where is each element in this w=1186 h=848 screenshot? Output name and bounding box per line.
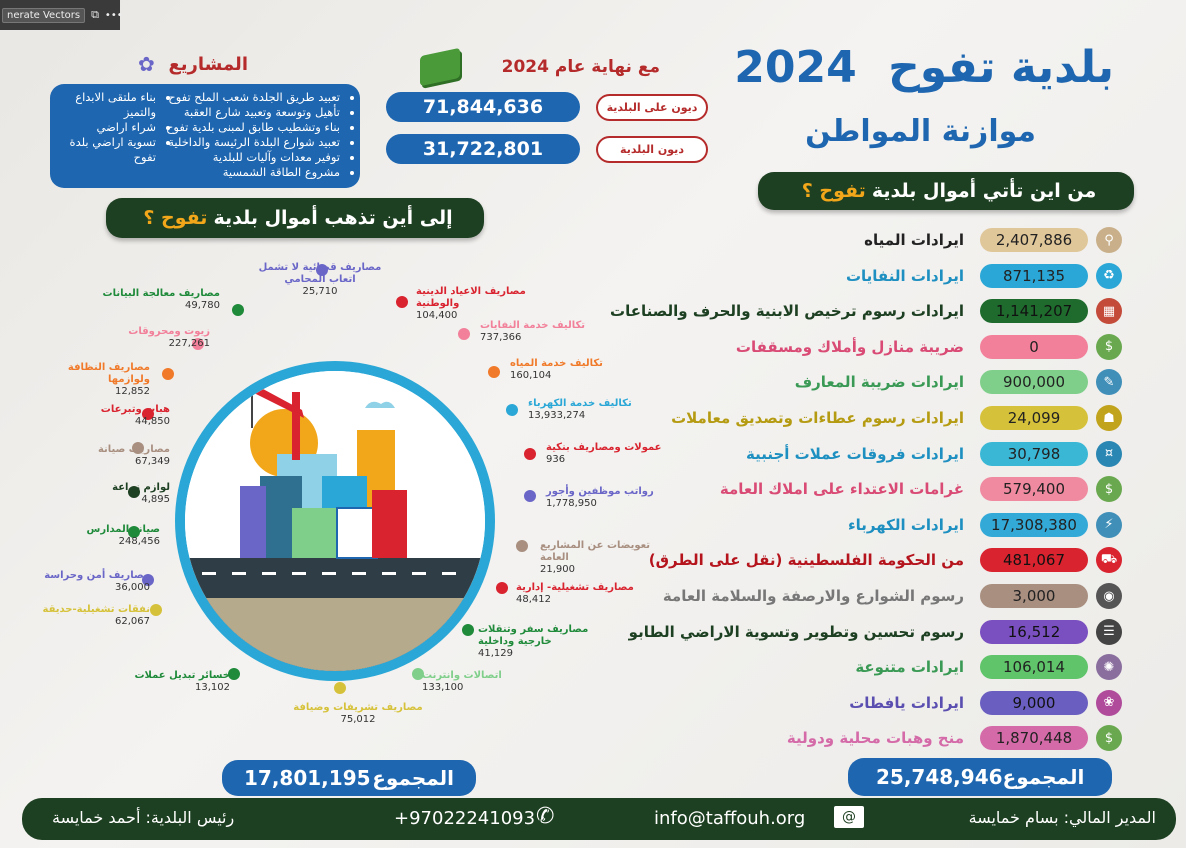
expense-item — [510, 358, 650, 382]
revenue-label: ايرادات ضريبة المعارف — [794, 373, 964, 392]
revenue-value: 3,000 — [980, 584, 1088, 608]
expense-value: 44,850 — [135, 416, 170, 427]
expense-item — [528, 398, 668, 422]
revenue-label: ايرادات رسوم عطاءات وتصديق معاملات — [671, 409, 964, 427]
revenue-value: 0 — [980, 335, 1088, 359]
expense-dot — [488, 366, 500, 378]
title-year: 2024 — [734, 42, 857, 93]
revenue-label: ايرادات النفايات — [845, 266, 964, 285]
education-icon: ✎ — [1096, 369, 1122, 395]
city-illustration — [172, 358, 498, 684]
revenue-value: 9,000 — [980, 691, 1088, 715]
revenue-total: 25,748,946 المجموع — [848, 758, 1112, 796]
revenue-row — [622, 368, 1122, 396]
revenue-label: ايرادات المياه — [864, 231, 964, 249]
revenue-row — [622, 618, 1122, 646]
revenue-label: منح وهبات محلية ودولية — [786, 729, 964, 748]
expense-value: 62,067 — [115, 616, 150, 627]
projects-box — [50, 84, 360, 188]
expense-value: 49,780 — [185, 300, 220, 311]
footer-bar — [22, 798, 1176, 840]
expense-dot — [524, 448, 536, 460]
expense-label: لوازم زراعة — [112, 482, 170, 493]
expense-dot — [334, 682, 346, 694]
projects-title: ✿ المشاريع — [138, 52, 248, 76]
expense-item — [50, 444, 170, 468]
expense-label: هبات وتبرعات — [100, 404, 170, 415]
revenue-row — [622, 653, 1122, 681]
expense-dot — [162, 368, 174, 380]
expense-value: 13,102 — [195, 682, 230, 693]
expense-dot — [496, 582, 508, 594]
expense-label: تكاليف خدمة النفايات — [480, 320, 586, 331]
expense-dot — [232, 304, 244, 316]
expense-dot — [458, 328, 470, 340]
expense-item — [90, 326, 210, 350]
expense-label: مصاريف النظافة ولوازمها — [67, 362, 150, 385]
project-item: • بناء وتشطيب طابق لمبنى بلدية تفوح — [140, 120, 340, 135]
revenue-value: 17,308,380 — [980, 513, 1088, 537]
revenue-row — [622, 262, 1122, 290]
expense-item — [100, 288, 220, 312]
revenue-value: 900,000 — [980, 370, 1088, 394]
debt-value: 31,722,801 — [386, 134, 580, 164]
water-tap-icon: ⚲ — [1096, 227, 1122, 253]
expense-item — [50, 482, 170, 506]
expense-value: 936 — [546, 454, 566, 465]
more-options-icon[interactable]: ••• — [104, 9, 123, 21]
officer-icon: ☗ — [1096, 405, 1122, 431]
grant-money-icon: $ — [1096, 725, 1122, 751]
currency-icon: ¤ — [1096, 441, 1122, 467]
phone-icon: ✆ — [536, 804, 555, 829]
expense-value: 248,456 — [118, 536, 160, 547]
expense-label: نفقات تشغيلية-حديقة — [42, 604, 150, 615]
revenue-banner: من اين تأتي أموال بلدية تفوح ؟ — [758, 172, 1134, 210]
expense-dot — [524, 490, 536, 502]
expense-item — [250, 262, 390, 298]
revenue-value: 1,141,207 — [980, 299, 1088, 323]
expense-label: رواتب موظفين وأجور — [546, 486, 654, 497]
expense-label: تعويضات عن المشاريع العامة — [540, 540, 651, 563]
revenue-label: رسوم الشوارع والارصفة والسلامة العامة — [662, 587, 964, 605]
expense-label: مصاريف تشريفات وضيافة — [293, 702, 423, 713]
project-item: • تعبيد شوارع البلدة الرئيسة والداخلية — [140, 135, 340, 150]
revenue-value: 481,067 — [980, 548, 1088, 572]
expense-item — [480, 320, 620, 344]
expense-value: 4,895 — [141, 494, 170, 505]
floating-toolbar — [0, 0, 123, 30]
expense-label: زيوت ومحروقات — [128, 326, 210, 337]
revenue-row — [622, 404, 1122, 432]
expense-value: 41,129 — [478, 648, 513, 659]
expense-label: مصاريف صيانة — [97, 444, 170, 455]
expense-label: مصاريف أمن وحراسة — [44, 570, 150, 581]
expense-label: تكاليف خدمة الكهرباء — [528, 398, 632, 409]
revenue-value: 1,870,448 — [980, 726, 1088, 750]
project-item: • شراء اراضي — [56, 120, 156, 135]
expense-item — [416, 286, 556, 322]
revenue-row — [622, 333, 1122, 361]
revenue-label: ايرادات متنوعة — [855, 658, 964, 677]
projects-list-main — [140, 90, 352, 180]
expense-value: 1,778,950 — [546, 498, 597, 509]
expenses-total: 17,801,195 المجموع — [222, 760, 476, 796]
revenue-value: 16,512 — [980, 620, 1088, 644]
expense-item — [110, 670, 230, 694]
waste-bin-icon: ♻ — [1096, 263, 1122, 289]
expense-item — [40, 524, 160, 548]
expense-label: مصاريف معالجة البيانات — [102, 288, 220, 299]
title-text: بلدية تفوح — [888, 42, 1114, 93]
financial-manager: المدير المالي: بسام خمايسة — [968, 808, 1156, 827]
expense-item — [50, 404, 170, 428]
expense-item — [516, 582, 656, 606]
expense-item — [540, 540, 680, 576]
projects-icon: ✿ — [138, 52, 155, 76]
revenue-label: رسوم تحسين وتطوير وتسوية الاراضي الطابو — [628, 622, 964, 641]
project-item: • بناء ملتقى الابداع والتميز — [56, 90, 156, 120]
expense-value: 67,349 — [135, 456, 170, 467]
expense-label: خسائر تبديل عملات — [134, 670, 230, 681]
debt-label: ديون على البلدية — [596, 94, 708, 121]
expense-value: 48,412 — [516, 594, 551, 605]
money-stack-icon — [420, 48, 460, 87]
debt-value: 71,844,636 — [386, 92, 580, 122]
project-item: • توفير معدات وآليات للبلدية — [140, 150, 340, 165]
expense-label: مصاريف سفر وتنقلات خارجية وداخلية — [478, 624, 589, 647]
page-title — [734, 42, 1114, 93]
revenue-row — [622, 689, 1122, 717]
expense-value: 25,710 — [302, 286, 338, 297]
revenue-label: من الحكومة الفلسطينية (نقل على الطرق) — [648, 551, 964, 570]
revenue-value: 106,014 — [980, 655, 1088, 679]
expense-value: 227,261 — [168, 338, 210, 349]
revenue-row — [622, 724, 1122, 752]
electricity-bill-icon: ⚡ — [1096, 512, 1122, 538]
revenue-value: 24,099 — [980, 406, 1088, 430]
revenue-value: 2,407,886 — [980, 228, 1088, 252]
debts-heading: مع نهاية عام 2024 — [420, 52, 660, 82]
expense-item — [30, 362, 150, 398]
expense-label: مصاريف تشغيلية- إدارية — [516, 582, 634, 593]
expense-dot — [396, 296, 408, 308]
debt-label: ديون البلدية — [596, 136, 708, 163]
expense-value: 104,400 — [416, 310, 458, 321]
revenue-label: ايرادات يافطات — [849, 693, 964, 712]
project-item: • تعبيد طريق الجلدة شعب الملح تفوح — [140, 90, 340, 105]
expense-value: 737,366 — [480, 332, 522, 343]
expense-item — [288, 702, 428, 726]
revenue-label: ايرادات فروقات عملات أجنبية — [745, 444, 964, 463]
revenue-label: ايرادات الكهرباء — [847, 515, 964, 534]
expense-item — [546, 486, 686, 510]
expenses-banner: إلى أين تذهب أموال بلدية تفوح ؟ — [106, 198, 484, 238]
expense-value: 75,012 — [340, 714, 376, 725]
revenue-label: ايرادات رسوم ترخيص الابنية والحرف والصناعات — [610, 302, 964, 321]
mayor-name: رئيس البلدية: أحمد خمايسة — [52, 808, 235, 827]
project-item: • تسوية اراضي بلدة تفوح — [56, 135, 156, 165]
page-subtitle: موازنة المواطن — [805, 114, 1036, 149]
revenue-value: 30,798 — [980, 442, 1088, 466]
revenue-label: ضريبة منازل وأملاك ومسقفات — [735, 337, 964, 356]
network-icon: ✺ — [1096, 654, 1122, 680]
revenue-value: 579,400 — [980, 477, 1088, 501]
expense-label: اتصالات وانترنت — [422, 670, 502, 681]
expense-value: 160,104 — [510, 370, 552, 381]
expense-label: عمولات ومصاريف بنكية — [546, 442, 662, 453]
revenue-row — [622, 226, 1122, 254]
projects-list-secondary — [56, 90, 168, 165]
revenue-row — [622, 546, 1122, 574]
cash-icon: $ — [1096, 476, 1122, 502]
expense-value: 13,933,274 — [528, 410, 586, 421]
expense-item — [546, 442, 686, 466]
flowers-icon: ❀ — [1096, 690, 1122, 716]
phone-number[interactable]: +97022241093 — [394, 808, 536, 829]
revenue-row — [622, 511, 1122, 539]
project-item: • مشروع الطاقة الشمسية — [140, 165, 340, 180]
revenue-label: غرامات الاعتداء على املاك العامة — [719, 480, 964, 499]
generate-vectors-button[interactable]: nerate Vectors — [2, 8, 85, 23]
building-icon: ▦ — [1096, 298, 1122, 324]
email-icon: @ — [834, 806, 864, 828]
revenue-row — [622, 582, 1122, 610]
expense-dot — [462, 624, 474, 636]
document-icon: ☰ — [1096, 619, 1122, 645]
expense-label: مصاريف قضائية لا تشمل اتعاب المحامي — [258, 262, 382, 285]
expense-label: تكاليف خدمة المياه — [510, 358, 603, 369]
expense-item — [30, 570, 150, 594]
truck-icon: ⛟ — [1096, 547, 1122, 573]
revenue-row — [622, 440, 1122, 468]
expense-value: 36,000 — [115, 582, 150, 593]
expense-value: 12,852 — [115, 386, 150, 397]
expense-value: 21,900 — [540, 564, 575, 575]
expense-item — [30, 604, 150, 628]
expense-item — [478, 624, 618, 660]
expense-dot — [516, 540, 528, 552]
revenue-value: 871,135 — [980, 264, 1088, 288]
revenue-row — [610, 297, 1122, 325]
project-item: • تأهيل وتوسعة وتعبيد شارع العقبة — [140, 105, 340, 120]
expense-dot — [150, 604, 162, 616]
road-roller-icon: ◉ — [1096, 583, 1122, 609]
email-link[interactable]: info@taffouh.org — [654, 808, 806, 829]
expense-item — [422, 670, 562, 694]
expense-label: صيانة المدارس — [86, 524, 160, 535]
money-stack-icon: $ — [1096, 334, 1122, 360]
expense-value: 133,100 — [422, 682, 464, 693]
expense-dot — [506, 404, 518, 416]
screen-capture-icon[interactable]: ⧉ — [91, 8, 99, 21]
expense-label: مصاريف الاعياد الدينية والوطنية — [416, 286, 526, 309]
revenue-row — [622, 475, 1122, 503]
